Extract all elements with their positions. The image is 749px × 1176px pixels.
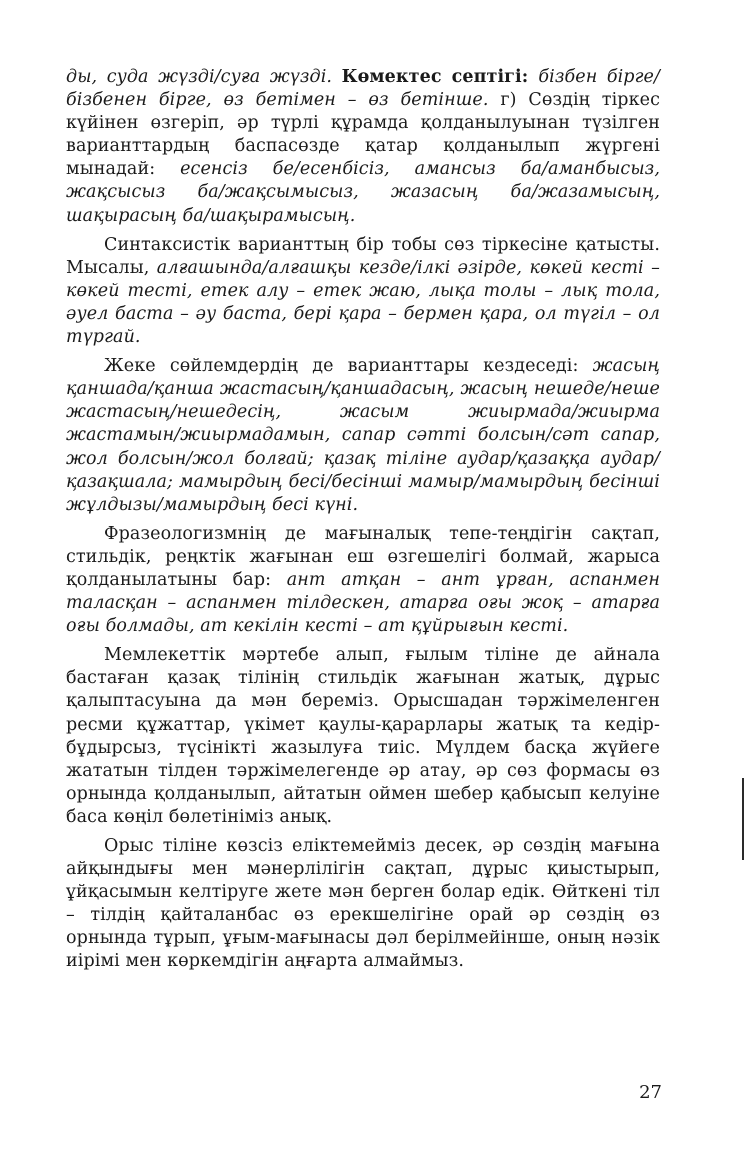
text-regular: Фразеологизмнің де мағыналық тепе-теңдігін сақтап, стильдік, реңктік жағынан еш өзгешелігі болмай, жарыса қолданылатыны бар: (66, 523, 660, 590)
text-italic: ды, суда жүзді/суға жүзді. (66, 67, 342, 87)
text-regular: Орыс тіліне көзсіз еліктемейміз десек, әр сөздің мағына айқындығы мен мәнерлілігін сақтап, дұрыс қиыстырып, ұйқасымын келтіруге жете мән берген болар едік. Өйткені тіл – тілдің қайталанбас өз ерекшелігіне орай әр сөздің өз орнында тұрып, ұғым-мағынасы дәл берілмейінше, оның нәзік иірімі мен көркемдігін аңғарта алмаймыз. (66, 836, 660, 972)
text-regular: Синтаксистік варианттың бір тобы сөз тіркесіне қатысты. Мысалы, (66, 234, 660, 278)
paragraph-2 (66, 234, 660, 349)
text-regular: Мемлекеттік мәртебе алып, ғылым тіліне де айнала бастаған қазақ тілінің стильдік жағынан жатық, дұрыс қалыптасуына да мән береміз. Орысшадан тәржімеленген ресми құжаттар, үкімет қаулы-қарарлары жатық та кедір-бұдырсыз, түсінікті жазылуға тиіс. Мүлдем басқа жүйеге жататын тілден тәржімелегенде әр атау, әр сөз формасы өз орнында қолданылып, айтатын оймен шебер қабысып келуіне баса көңіл бөлетініміз анық. (66, 645, 660, 827)
paragraph-6 (66, 835, 660, 974)
paragraph-3 (66, 355, 660, 517)
text-italic: бізбен бірге/бізбенен бірге, өз бетімен – өз бетінше. (66, 67, 660, 111)
paragraph-1 (66, 66, 660, 228)
page-body (66, 66, 660, 980)
margin-line-mark (742, 778, 744, 860)
paragraph-4 (66, 523, 660, 638)
text-regular: Жеке сөйлемдердің де варианттары кездеседі: (104, 356, 593, 377)
text-regular: г) Сөздің тіркес күйінен өзгеріп, әр түрлі құрамда қолданылуынан түзілген варианттардың баспасөзде қатар қолданылып жүргені мынадай: (66, 90, 660, 180)
text-italic: жасың қаншада/қанша жастасың/қаншадасың, жасың нешеде/неше жастасың/нешедесің, жасым жиырмада/жиырма жастамын/жиырмадамын, сапар сәтті болсын/сәт сапар, жол болсын/жол болғай; қазақ тіліне аудар/қазаққа аудар/қазақшала; мамырдың бесі/бесінші мамыр/мамырдың бесінші жұлдызы/мамырдың бесі күні. (66, 356, 660, 515)
paragraph-5 (66, 644, 660, 829)
text-bold: Көмектес септігі: (341, 67, 539, 87)
text-italic: есенсіз бе/есенбісіз, амансыз ба/аманбысыз, жақсысыз ба/жақсымысыз, жазасың ба/жазамысың, шақырасың ба/шақырамысың. (66, 159, 660, 226)
text-italic: ант атқан – ант ұрған, аспанмен таласқан – аспанмен тілдескен, атарға оғы жоқ – атарға оғы болмады, ат кекілін кесті – ат құйрығын кесті. (66, 569, 660, 637)
text-italic: алғашында/алғашқы кезде/ілкі әзірде, көкей кесті – көкей тесті, етек алу – етек жаю, лықа толы – лық тола, әуел баста – әу баста, бері қара – бермен қара, ол түгіл – ол түргай. (66, 257, 660, 348)
page-number: 27 (639, 1082, 662, 1103)
